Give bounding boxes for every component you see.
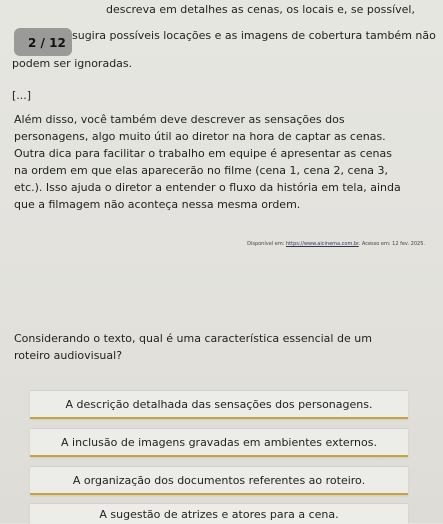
answer-option-c[interactable] (30, 466, 408, 495)
text-line-1: descreva em detalhes as cenas, os locais e, se possível, (106, 3, 415, 16)
text-line-2-content: sugira possíveis locações e as imagens de cobertura também não (72, 29, 436, 42)
answer-option-label: A inclusão de imagens gravadas em ambientes externos. (61, 435, 377, 449)
paragraph-line: Além disso, você também deve descrever as sensações dos (14, 113, 345, 126)
source-suffix: . Acesso em: 12 fev. 2025. (358, 241, 425, 247)
question-counter: 2 / 12 (28, 36, 66, 50)
ellipsis: [...] (12, 89, 32, 102)
answer-option-label: A organização dos documentos referentes ao roteiro. (72, 473, 366, 487)
text-line-3: podem ser ignoradas. (12, 57, 133, 70)
paragraph-line: personagens, algo muito útil ao diretor na hora de captar as cenas. (14, 130, 386, 143)
text-line-2 (12, 29, 437, 43)
body-paragraph (14, 111, 434, 213)
question-line: roteiro audiovisual? (14, 349, 123, 362)
question-line: Considerando o texto, qual é uma característica essencial de um (14, 332, 372, 345)
source-prefix: Disponível em: (247, 241, 285, 247)
source-citation (247, 241, 425, 247)
answer-option-d[interactable] (30, 503, 408, 524)
answer-option-label: A descrição detalhada das sensações dos personagens. (65, 397, 373, 411)
answer-option-a[interactable] (30, 390, 408, 419)
answer-option-b[interactable] (30, 428, 408, 457)
source-link[interactable]: https://www.aicinema.com.br (285, 241, 359, 247)
paragraph-line: na ordem em que elas aparecerão no filme (cena 1, cena 2, cena 3, (14, 164, 389, 177)
answer-option-label: A sugestão de atrizes e atores para a cena. (99, 507, 339, 521)
paragraph-line: etc.). Isso ajuda o diretor a entender o fluxo da história em tela, ainda (14, 181, 401, 194)
paragraph-line: que a filmagem não aconteça nessa mesma ordem. (14, 198, 301, 211)
paragraph-line: Outra dica para facilitar o trabalho em equipe é apresentar as cenas (14, 147, 393, 160)
question-text (14, 330, 434, 364)
